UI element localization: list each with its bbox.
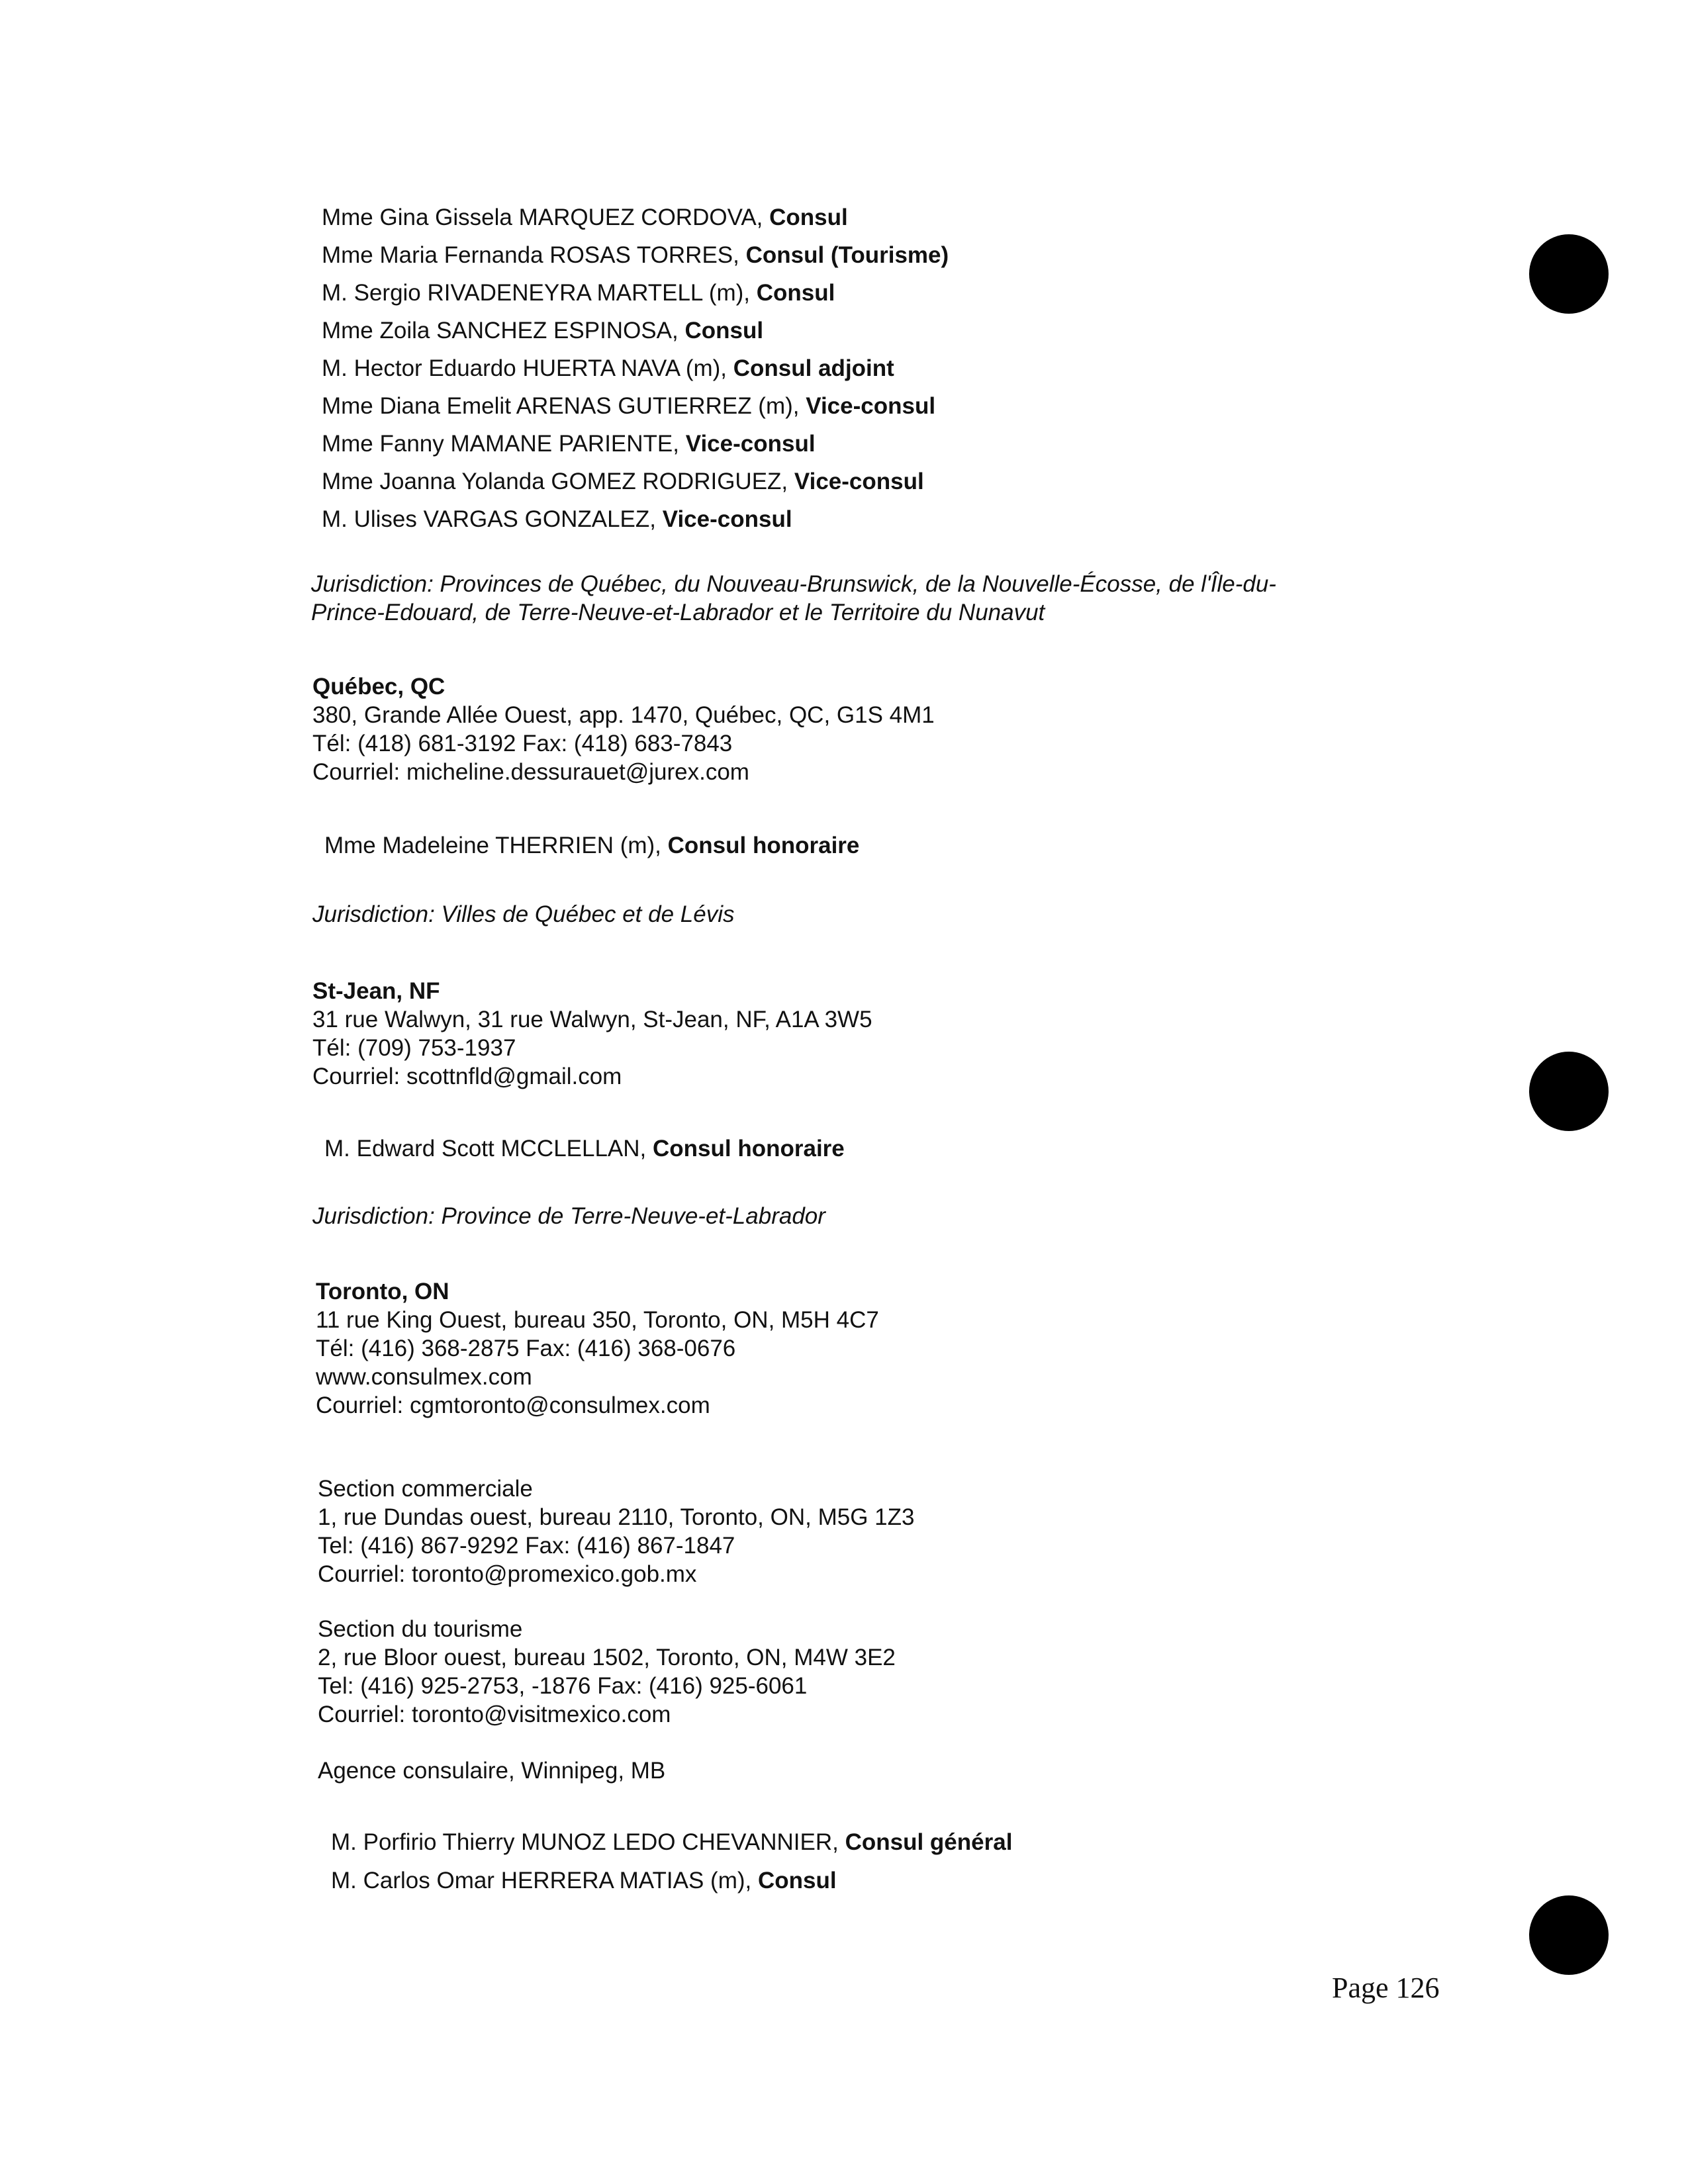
official-title: Vice-consul [794,469,924,494]
official-entry [322,280,835,306]
official-entry [322,393,935,420]
address-line: 31 rue Walwyn, 31 rue Walwyn, St-Jean, NF, A1A 3W5 [312,1007,872,1032]
phone-line: Tél: (418) 681-3192 Fax: (418) 683-7843 [312,731,733,756]
official-title: Consul adjoint [733,355,894,381]
official-entry [322,431,816,457]
phone-line: Tel: (416) 925-2753, -1876 Fax: (416) 925-6061 [318,1673,808,1699]
address-line: 380, Grande Allée Ouest, app. 1470, Québec, QC, G1S 4M1 [312,702,935,728]
email-line: Courriel: toronto@visitmexico.com [318,1702,671,1727]
phone-line: Tél: (709) 753-1937 [312,1035,516,1061]
official-entry [322,205,848,231]
official-entry [322,355,894,382]
jurisdiction-line: Prince-Edouard, de Terre-Neuve-et-Labrador et le Territoire du Nunavut [311,600,1045,625]
official-title: Vice-consul [662,506,792,532]
punch-hole [1529,234,1609,314]
email-line: Courriel: micheline.dessurauet@jurex.com [312,759,749,785]
official-name: Mme Madeleine THERRIEN (m), [324,833,661,858]
official-title: Vice-consul [806,393,936,419]
official-entry [322,506,792,533]
page-number: Page 126 [1332,1972,1440,2004]
official-name: Mme Gina Gissela MARQUEZ CORDOVA, [322,205,763,230]
official-name: Mme Maria Fernanda ROSAS TORRES, [322,242,739,268]
address-line: 1, rue Dundas ouest, bureau 2110, Toronto, ON, M5G 1Z3 [318,1504,915,1530]
official-entry [331,1829,1012,1856]
official-name: Mme Diana Emelit ARENAS GUTIERREZ (m), [322,393,800,419]
punch-hole [1529,1052,1609,1131]
official-title: Consul honoraire [667,833,860,858]
office-heading-quebec: Québec, QC [312,674,445,700]
official-title: Consul honoraire [653,1136,845,1161]
official-title: Consul général [845,1829,1013,1855]
official-entry [324,1136,845,1162]
phone-line: Tél: (416) 368-2875 Fax: (416) 368-0676 [316,1336,736,1361]
official-title: Consul [757,1868,837,1893]
office-heading-stjean: St-Jean, NF [312,978,440,1004]
official-name: M. Hector Eduardo HUERTA NAVA (m), [322,355,727,381]
official-title: Consul [684,318,764,343]
official-name: M. Carlos Omar HERRERA MATIAS (m), [331,1868,752,1893]
jurisdiction-line: Jurisdiction: Province de Terre-Neuve-et-Labrador [312,1203,825,1229]
official-name: M. Sergio RIVADENEYRA MARTELL (m), [322,280,751,306]
official-title: Consul [769,205,848,230]
official-title: Consul [756,280,835,306]
official-entry [331,1868,837,1894]
consular-agency-line: Agence consulaire, Winnipeg, MB [318,1758,666,1784]
official-entry [324,833,859,859]
official-name: M. Ulises VARGAS GONZALEZ, [322,506,656,532]
official-name: Mme Zoila SANCHEZ ESPINOSA, [322,318,679,343]
official-name: M. Porfirio Thierry MUNOZ LEDO CHEVANNIER, [331,1829,839,1855]
official-name: Mme Joanna Yolanda GOMEZ RODRIGUEZ, [322,469,788,494]
email-line: Courriel: toronto@promexico.gob.mx [318,1561,697,1587]
address-line: 2, rue Bloor ouest, bureau 1502, Toronto, ON, M4W 3E2 [318,1645,896,1670]
official-title: Vice-consul [685,431,816,457]
jurisdiction-line: Jurisdiction: Provinces de Québec, du Nouveau-Brunswick, de la Nouvelle-Écosse, de l'Île-du- [311,571,1276,597]
official-entry [322,318,763,344]
email-line: Courriel: cgmtoronto@consulmex.com [316,1392,710,1418]
jurisdiction-line: Jurisdiction: Villes de Québec et de Lévis [312,901,735,927]
official-name: Mme Fanny MAMANE PARIENTE, [322,431,680,457]
section-tourism-title: Section du tourisme [318,1616,523,1642]
official-entry [322,469,924,495]
official-title: Consul (Tourisme) [745,242,949,268]
official-name: M. Edward Scott MCCLELLAN, [324,1136,647,1161]
website-line: www.consulmex.com [316,1364,532,1390]
phone-line: Tel: (416) 867-9292 Fax: (416) 867-1847 [318,1533,735,1559]
office-heading-toronto: Toronto, ON [316,1279,449,1304]
section-commercial-title: Section commerciale [318,1476,533,1502]
address-line: 11 rue King Ouest, bureau 350, Toronto, ON, M5H 4C7 [316,1307,879,1333]
official-entry [322,242,949,269]
email-line: Courriel: scottnfld@gmail.com [312,1064,622,1089]
punch-hole [1529,1895,1609,1975]
